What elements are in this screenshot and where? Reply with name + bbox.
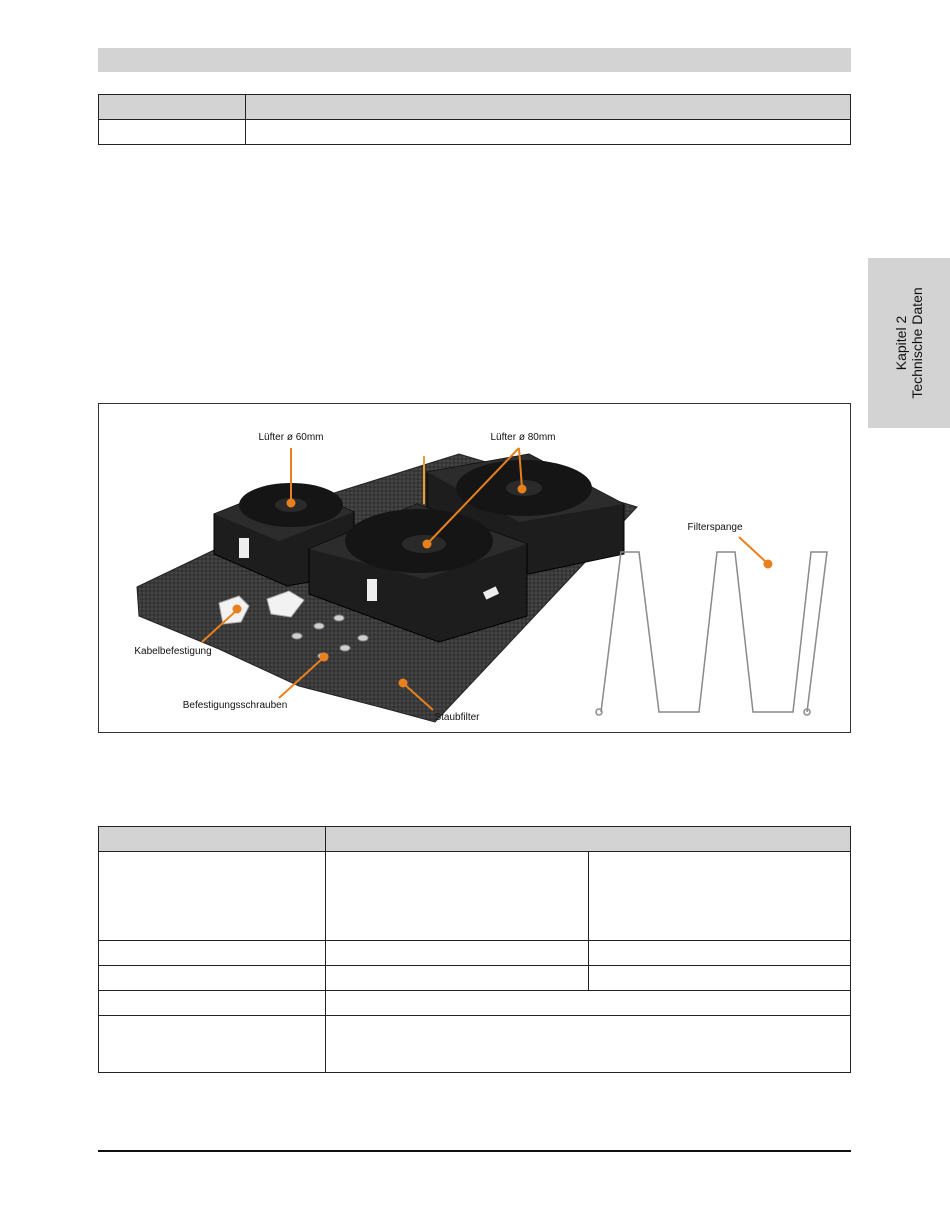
table-cell [589,966,851,991]
table-cell [99,1016,326,1073]
chapter-number: Kapitel 2 [893,315,909,371]
table-cell [589,852,851,941]
spec-table [98,826,851,1073]
label-fan-80mm: Lüfter ø 80mm [490,432,556,443]
table-cell [246,95,851,120]
table-cell [246,120,851,145]
label-mounting-screws: Befestigungsschrauben [182,700,288,711]
table-row [99,991,851,1016]
table-row [99,966,851,991]
chapter-side-tab-label [893,287,925,398]
table-cell [99,827,326,852]
table-cell [326,991,851,1016]
label-dust-filter: Staubfilter [434,712,480,723]
table-header-row [99,95,851,120]
table-cell [99,95,246,120]
chapter-side-tab [868,258,950,428]
table-cell [99,120,246,145]
table-cell [326,966,589,991]
table-cell [589,941,851,966]
filter-clips-wire [596,552,827,715]
table-row [99,120,851,145]
table-cell [99,991,326,1016]
table-row [99,852,851,941]
footer-rule [98,1150,851,1152]
header-bar [98,48,851,72]
table-cell [326,852,589,941]
label-fan-60mm: Lüfter ø 60mm [258,432,324,443]
top-table [98,94,851,145]
table-cell [326,941,589,966]
label-filter-clip: Filterspange [687,522,743,533]
fan-kit-illustration [99,404,851,733]
table-row [99,941,851,966]
table-row [99,1016,851,1073]
table-cell [326,1016,851,1073]
chapter-title: Technische Daten [909,287,925,399]
table-cell [99,941,326,966]
label-cable-fastener: Kabelbefestigung [134,646,212,657]
table-cell [99,966,326,991]
table-cell [326,827,851,852]
table-cell [99,852,326,941]
fan-kit-figure [98,403,851,733]
table-header-row [99,827,851,852]
